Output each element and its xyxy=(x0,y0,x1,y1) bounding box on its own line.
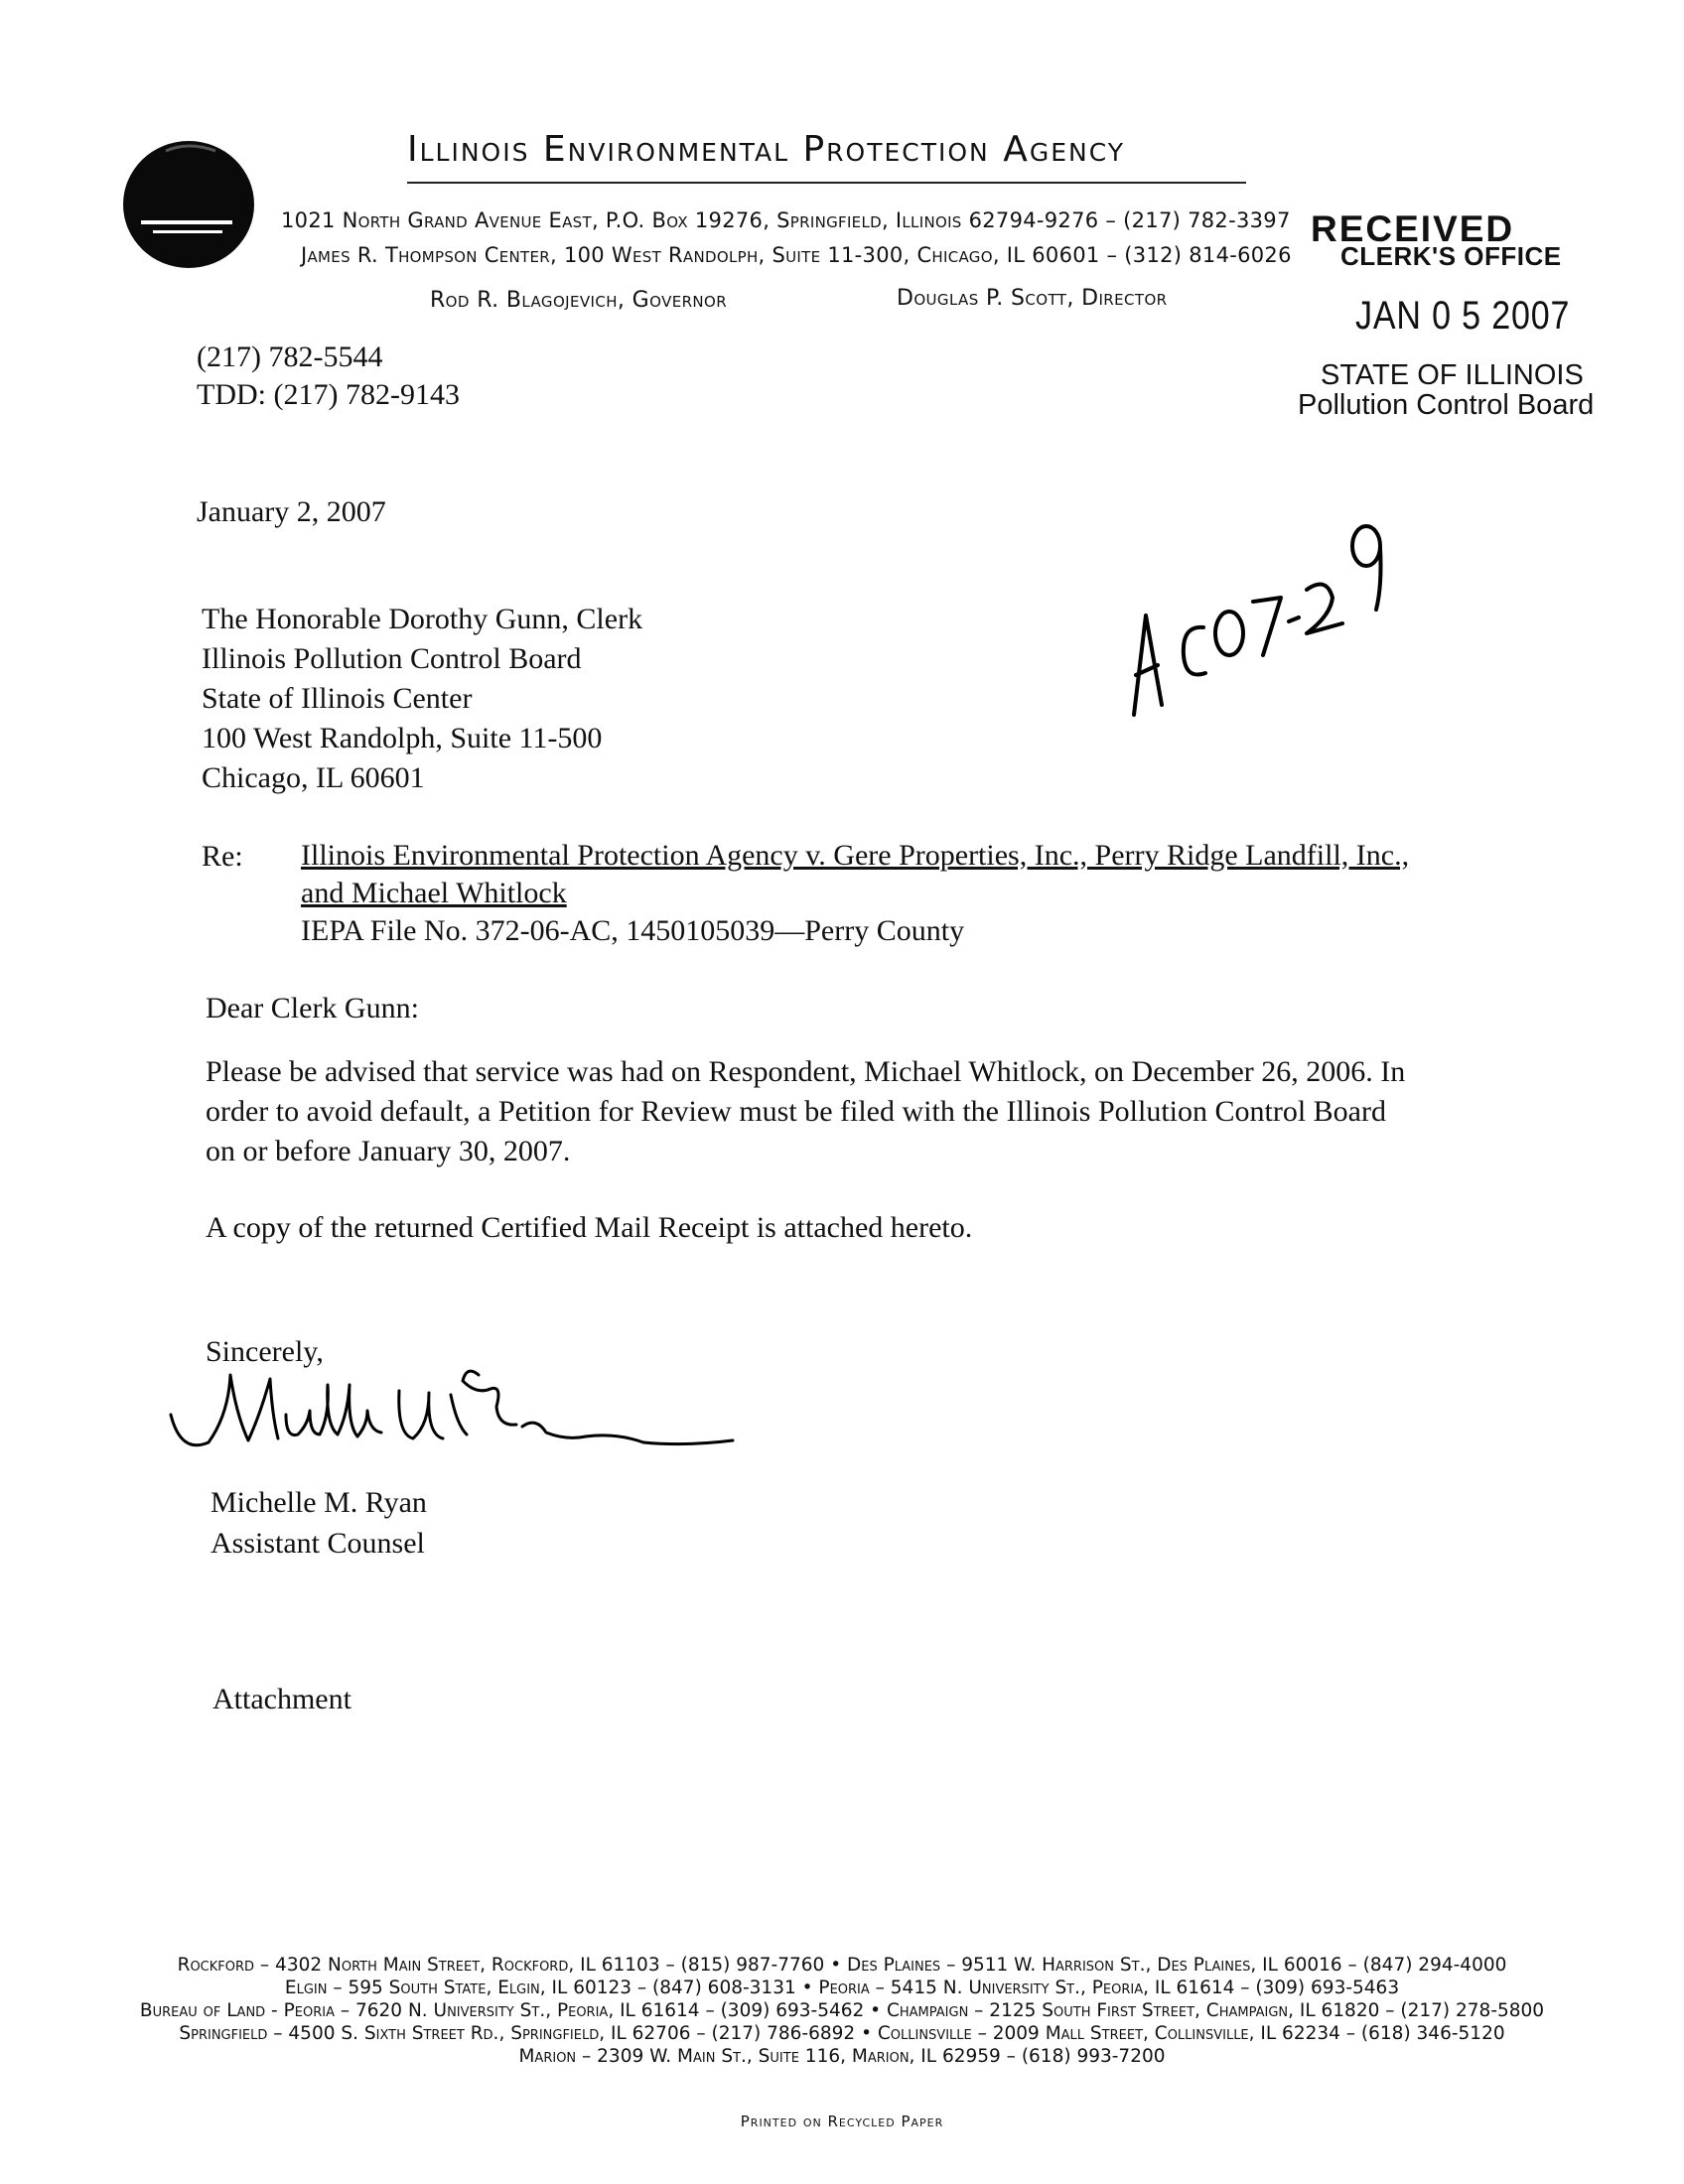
received-stamp-board: Pollution Control Board xyxy=(1298,389,1595,421)
agency-name: Illinois Environmental Protection Agency xyxy=(407,129,1125,170)
received-stamp-title: RECEIVED xyxy=(1311,208,1515,249)
enclosure-notation: Attachment xyxy=(212,1683,351,1715)
file-number: IEPA File No. 372-06-AC, 1450105039—Perry County xyxy=(301,914,965,947)
letter-date: January 2, 2007 xyxy=(197,495,386,528)
closing: Sincerely, xyxy=(206,1335,324,1368)
signer-name: Michelle M. Ryan xyxy=(210,1486,427,1519)
recipient-line: State of Illinois Center xyxy=(202,682,473,715)
paragraph-line: on or before January 30, 2007. xyxy=(206,1135,571,1167)
paragraph-line: order to avoid default, a Petition for Review must be filed with the Illinois Pollution Control Board xyxy=(206,1095,1386,1128)
salutation: Dear Clerk Gunn: xyxy=(206,992,419,1024)
governor-name: Rod R. Blagojevich, Governor xyxy=(430,288,728,313)
letterhead-rule xyxy=(407,182,1246,184)
springfield-address: 1021 North Grand Avenue East, P.O. Box 19276, Springfield, Illinois 62794-9276 – (217) 782-3397 xyxy=(281,208,1291,232)
recipient-line: 100 West Randolph, Suite 11-500 xyxy=(202,722,603,754)
footer-line: Bureau of Land - Peoria – 7620 N. University St., Peoria, IL 61614 – (309) 693-5462 • Champaign – 2125 South First Street, Champaign, IL 61820 – (217) 278-5800 xyxy=(139,2000,1545,2021)
agency-phone: (217) 782-5544 xyxy=(197,341,383,373)
body-paragraph-service xyxy=(206,1052,1516,1171)
recipient-line: Chicago, IL 60601 xyxy=(202,761,425,794)
case-caption-line-2: and Michael Whitlock xyxy=(301,877,567,909)
recipient-address xyxy=(202,600,897,798)
recipient-line: Illinois Pollution Control Board xyxy=(202,642,582,675)
signature xyxy=(169,1355,745,1474)
handwritten-case-number xyxy=(1112,506,1400,735)
re-label: Re: xyxy=(202,840,243,873)
footer-line: Marion – 2309 W. Main St., Suite 116, Marion, IL 62959 – (618) 993-7200 xyxy=(518,2046,1166,2067)
received-stamp-date: JAN 0 5 2007 xyxy=(1355,294,1571,338)
signer-title: Assistant Counsel xyxy=(210,1527,425,1560)
paragraph-line: Please be advised that service was had on Respondent, Michael Whitlock, on December 26, 2006. In xyxy=(206,1055,1406,1088)
agency-tdd: TDD: (217) 782-9143 xyxy=(197,378,460,411)
footer-line: Elgin – 595 South State, Elgin, IL 60123 – (847) 608-3131 • Peoria – 5415 N. University St., Peoria, IL 61614 – (309) 693-5463 xyxy=(284,1978,1400,1998)
footer-line: Springfield – 4500 S. Sixth Street Rd., Springfield, IL 62706 – (217) 786-6892 • Collinsville – 2009 Mall Street, Collinsville, IL 62234 – (618) 346-5120 xyxy=(179,2023,1505,2044)
chicago-address: James R. Thompson Center, 100 West Randolph, Suite 11-300, Chicago, IL 60601 – (312) 814-6026 xyxy=(301,243,1292,267)
case-caption-line-1: Illinois Environmental Protection Agency v. Gere Properties, Inc., Perry Ridge Landfill, Inc., xyxy=(301,839,1410,872)
recipient-line: The Honorable Dorothy Gunn, Clerk xyxy=(202,603,643,635)
recycled-paper-note: Printed on Recycled Paper xyxy=(740,2113,944,2130)
agency-logo xyxy=(121,139,260,270)
received-stamp-office: CLERK'S OFFICE xyxy=(1340,241,1562,271)
footer-line: Rockford – 4302 North Main Street, Rockford, IL 61103 – (815) 987-7760 • Des Plaines – 9511 W. Harrison St., Des Plaines, IL 60016 – (847) 294-4000 xyxy=(177,1955,1507,1976)
regional-offices-footer xyxy=(79,1954,1605,2068)
received-stamp-state: STATE OF ILLINOIS xyxy=(1321,359,1584,391)
subject-block xyxy=(301,837,1552,950)
director-name: Douglas P. Scott, Director xyxy=(897,286,1168,311)
body-paragraph-attachment: A copy of the returned Certified Mail Receipt is attached hereto. xyxy=(206,1211,973,1244)
